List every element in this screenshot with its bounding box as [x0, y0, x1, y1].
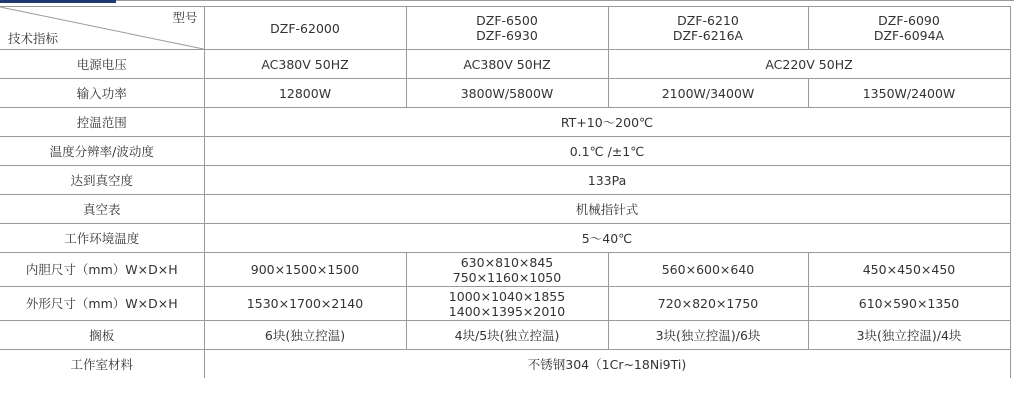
- row-label: 工作室材料: [0, 350, 204, 379]
- cell-value: 6块(独立控温): [204, 321, 406, 350]
- model-header-2: [406, 7, 608, 50]
- model-name: DZF-6216A: [672, 28, 744, 43]
- cell-value: RT+10～200℃: [204, 108, 1010, 137]
- model-name: DZF-6094A: [873, 28, 945, 43]
- value-line: 750×1160×1050: [452, 269, 562, 285]
- corner-label-spec: 技术指标: [8, 31, 59, 46]
- row-label: 控温范围: [0, 108, 204, 137]
- cell-value-multiline: [406, 253, 608, 287]
- cell-value-multiline: [406, 287, 608, 321]
- value-line: 1000×1040×1855: [448, 288, 566, 304]
- cell-value: 133Pa: [204, 166, 1010, 195]
- cell-value: 0.1℃ /±1℃: [204, 137, 1010, 166]
- spec-table: [0, 6, 1011, 378]
- corner-label-model: 型号: [172, 10, 198, 25]
- row-label: 输入功率: [0, 79, 204, 108]
- cell-value: 610×590×1350: [808, 287, 1010, 321]
- row-label: 内胆尺寸（mm）W×D×H: [0, 253, 204, 287]
- model-name: DZF-6210: [677, 13, 739, 28]
- model-header-1: [204, 7, 406, 50]
- cell-value: 12800W: [204, 79, 406, 108]
- model-header-4: [808, 7, 1010, 50]
- cell-value: 3块(独立控温)/4块: [808, 321, 1010, 350]
- cell-value: 720×820×1750: [608, 287, 808, 321]
- cell-value: 1350W/2400W: [808, 79, 1010, 108]
- cell-value: 3800W/5800W: [406, 79, 608, 108]
- header-accent-bar: [0, 0, 116, 3]
- row-label: 达到真空度: [0, 166, 204, 195]
- cell-value: 450×450×450: [808, 253, 1010, 287]
- model-name: DZF-62000: [270, 20, 340, 36]
- row-label: 电源电压: [0, 50, 204, 79]
- row-material: [0, 350, 1010, 379]
- row-shelves: [0, 321, 1010, 350]
- top-rule: [116, 0, 1014, 1]
- cell-value: 4块/5块(独立控温): [406, 321, 608, 350]
- model-name: DZF-6500: [476, 13, 538, 28]
- corner-cell: [0, 7, 204, 50]
- row-voltage: [0, 50, 1010, 79]
- row-vacuum: [0, 166, 1010, 195]
- row-power: [0, 79, 1010, 108]
- model-name: DZF-6930: [476, 28, 538, 43]
- cell-value: 3块(独立控温)/6块: [608, 321, 808, 350]
- row-outer-size: [0, 287, 1010, 321]
- model-name: DZF-6090: [878, 13, 940, 28]
- row-label: 外形尺寸（mm）W×D×H: [0, 287, 204, 321]
- cell-value: 不锈钢304（1Cr~18Ni9Ti): [204, 350, 1010, 379]
- row-inner-size: [0, 253, 1010, 287]
- row-env-temp: [0, 224, 1010, 253]
- model-header-3: [608, 7, 808, 50]
- cell-value: 1530×1700×2140: [204, 287, 406, 321]
- row-label: 温度分辨率/波动度: [0, 137, 204, 166]
- cell-value: AC220V 50HZ: [608, 50, 1010, 79]
- row-resolution: [0, 137, 1010, 166]
- value-line: 1400×1395×2010: [448, 303, 566, 319]
- cell-value: AC380V 50HZ: [406, 50, 608, 79]
- row-label: 工作环境温度: [0, 224, 204, 253]
- cell-value: AC380V 50HZ: [204, 50, 406, 79]
- row-label: 搁板: [0, 321, 204, 350]
- header-row: [0, 7, 1010, 50]
- row-label: 真空表: [0, 195, 204, 224]
- row-temp-range: [0, 108, 1010, 137]
- row-gauge: [0, 195, 1010, 224]
- cell-value: 560×600×640: [608, 253, 808, 287]
- cell-value: 2100W/3400W: [608, 79, 808, 108]
- cell-value: 900×1500×1500: [204, 253, 406, 287]
- cell-value: 5～40℃: [204, 224, 1010, 253]
- value-line: 630×810×845: [460, 254, 554, 270]
- cell-value: 机械指针式: [204, 195, 1010, 224]
